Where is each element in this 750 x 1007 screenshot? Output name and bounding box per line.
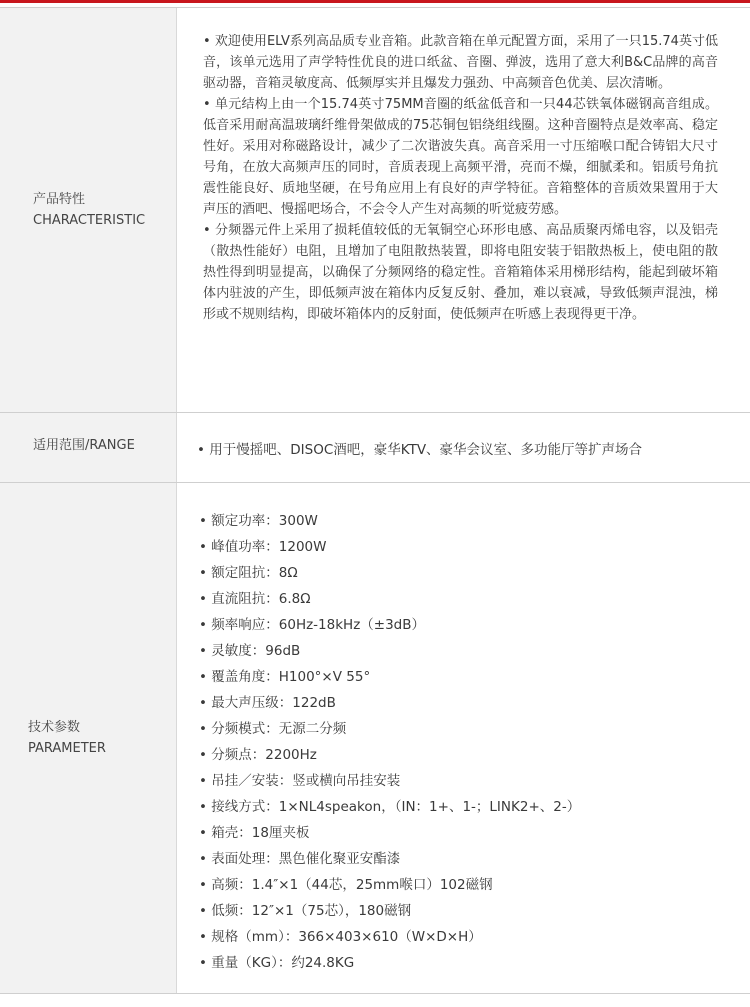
parameter-item: • 峰值功率：1200W [199, 534, 730, 560]
parameter-item: • 低频：12″×1（75芯），180磁钢 [199, 898, 730, 924]
spec-table [0, 7, 750, 994]
parameter-label-en: PARAMETER [28, 741, 106, 756]
parameter-item: • 分频点：2200Hz [199, 742, 730, 768]
parameter-item: • 接线方式：1×NL4speakon，（IN：1+、1-；LINK2+、2-） [199, 794, 730, 820]
parameter-item: • 覆盖角度：H100°×V 55° [199, 664, 730, 690]
top-accent-bar [0, 0, 750, 3]
parameter-content [177, 483, 750, 993]
parameter-row [0, 483, 750, 994]
parameter-item: • 灵敏度：96dB [199, 638, 730, 664]
characteristic-row [0, 7, 750, 413]
parameter-item: • 额定功率：300W [199, 508, 730, 534]
parameter-item: • 表面处理：黑色催化聚亚安酯漆 [199, 846, 730, 872]
parameter-item: • 直流阻抗：6.8Ω [199, 586, 730, 612]
parameter-item: • 最大声压级：122dB [199, 690, 730, 716]
characteristic-paragraph: • 单元结构上由一个15.74英寸75MM音圈的纸盆低音和一只44芯铁氧体磁钢高音组成。低音采用耐高温玻璃纤维骨架做成的75芯铜包铝绕组线圈。这种音圈特点是效率高、稳定性好。采用对称磁路设计，减少了二次谐波失真。高音采用一寸压缩喉口配合铸铝大尺寸号角，在放大高频声压的同时，音质表现上高频平滑，亮而不燥，细腻柔和。铝质号角抗震性能良好、质地坚硬，在号角应用上有良好的声学特征。音箱整体的音质效果置用于大声压的酒吧、慢摇吧场合，不会令人产生对高频的听觉疲劳感。 [203, 94, 718, 220]
parameter-item: • 箱壳：18厘夹板 [199, 820, 730, 846]
characteristic-paragraph: • 欢迎使用ELV系列高品质专业音箱。此款音箱在单元配置方面，采用了一只15.74英寸低音，该单元选用了声学特性优良的进口纸盆、音圈、弹波，选用了意大利B&C品牌的高音驱动器，音箱灵敏度高、低频厚实并且爆发力强劲、中高频音色优美、层次清晰。 [203, 31, 718, 94]
parameter-label [0, 483, 177, 993]
parameter-item: • 频率响应：60Hz-18kHz（±3dB） [199, 612, 730, 638]
range-text: • 用于慢摇吧、DISOC酒吧，豪华KTV、豪华会议室、多功能厅等扩声场合 [197, 440, 642, 461]
parameter-item: • 分频模式：无源二分频 [199, 716, 730, 742]
parameter-item: • 吊挂／安装：竖或横向吊挂安装 [199, 768, 730, 794]
parameter-list [199, 508, 730, 976]
range-content [177, 413, 750, 482]
characteristic-paragraph: • 分频器元件上采用了损耗值较低的无氧铜空心环形电感、高品质聚丙烯电容，以及铝壳（散热性能好）电阻，且增加了电阻散热装置，即将电阻安装于铝散热板上，使电阻的散热性得到明显提高，以确保了分频网络的稳定性。音箱箱体采用梯形结构，能起到破坏箱体内驻波的产生，即低频声波在箱体内反复反射、叠加，难以衰减，导致低频声混浊，梯形或不规则结构，即破坏箱体内的反射面，使低频声在听感上表现得更干净。 [203, 220, 718, 325]
parameter-item: • 额定阻抗：8Ω [199, 560, 730, 586]
range-row [0, 413, 750, 483]
characteristic-content [177, 8, 750, 412]
parameter-item: • 高频：1.4″×1（44芯，25mm喉口）102磁钢 [199, 872, 730, 898]
parameter-label-cn: 技术参数 [28, 720, 81, 735]
parameter-item: • 重量（KG）：约24.8KG [199, 950, 730, 976]
characteristic-label-en: CHARACTERISTIC [33, 213, 146, 228]
characteristic-label-cn: 产品特性 [33, 192, 86, 207]
characteristic-label [0, 8, 177, 412]
range-label: 适用范围/RANGE [0, 413, 177, 482]
parameter-item: • 规格（mm）：366×403×610（W×D×H） [199, 924, 730, 950]
